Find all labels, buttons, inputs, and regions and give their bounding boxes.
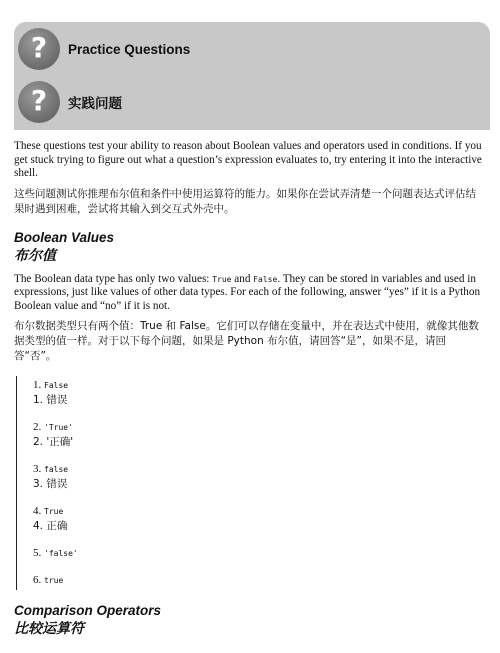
- list-item: [33, 462, 486, 477]
- item-number: 4.: [33, 505, 42, 517]
- page-content: [14, 140, 486, 646]
- list-item-translation: 2. '正确': [33, 436, 74, 448]
- section-heading-boolean-values: Boolean Values: [14, 229, 115, 245]
- item-code: False: [44, 381, 69, 390]
- item-number: 3.: [33, 463, 42, 475]
- list-item-translation: 3. 错误: [33, 478, 68, 490]
- item-code: True: [44, 507, 64, 516]
- practice-questions-banner: [14, 22, 490, 130]
- list-item: [33, 504, 486, 519]
- item-number: 5.: [33, 547, 42, 559]
- section-heading-comparison-operators-chinese: 比较运算符: [14, 621, 84, 637]
- item-number: 1.: [33, 379, 42, 391]
- item-number: 2.: [33, 421, 42, 433]
- code-false: False: [253, 274, 278, 284]
- list-item-translation: 4. 正确: [33, 520, 68, 532]
- section-heading-boolean-values-chinese: 布尔值: [14, 247, 56, 264]
- list-item: [33, 573, 486, 588]
- item-number: 6.: [33, 574, 42, 586]
- banner-title-english: Practice Questions: [68, 41, 191, 57]
- intro-paragraph-english: These questions test your ability to reason about Boolean values and operators used in conditions. If you get stuck trying to figure out what a question’s expression evaluates to, try entering it into the interactive shell.: [14, 140, 482, 179]
- question-mark-icon: ?: [18, 28, 60, 70]
- text-segment: and: [231, 272, 254, 285]
- code-true: True: [212, 274, 232, 284]
- intro-paragraph-chinese: 这些问题测试你推理布尔值和条件中使用运算符的能力。如果你在尝试弄清楚一个问题表达式评估结果时遇到困难，尝试将其输入到交互式外壳中。: [14, 187, 476, 215]
- item-code: 'True': [44, 423, 73, 432]
- banner-row-english: [18, 24, 478, 74]
- banner-title-chinese: 实践问题: [68, 96, 122, 111]
- item-code: 'false': [44, 549, 78, 558]
- list-item: [33, 546, 486, 561]
- section-heading-comparison-operators: Comparison Operators: [14, 603, 162, 618]
- text-segment: The Boolean data type has only two values:: [14, 272, 213, 285]
- list-item-translation: 1. 错误: [33, 394, 68, 406]
- list-item: [33, 420, 486, 435]
- banner-row-chinese: [18, 77, 478, 127]
- question-mark-icon: ?: [18, 81, 60, 123]
- list-item: [33, 378, 486, 393]
- item-code: true: [44, 576, 64, 585]
- boolean-paragraph-chinese: 布尔数据类型只有两个值：True 和 False。它们可以存储在变量中，并在表达式中使用，就像其他数据类型的值一样。对于以下每个问题，如果是 Python 布尔值，请回答“是”，如果不是，请回答“否”。: [14, 320, 479, 362]
- text-segment: . They can be stored in variables and used in expressions, just like values of other data types. For each of the following, answer “yes” if it is a Python Boolean value and “no” if it is not.: [14, 272, 481, 312]
- item-code: false: [44, 465, 69, 474]
- question-list: [16, 376, 486, 590]
- boolean-paragraph-english: [14, 273, 486, 314]
